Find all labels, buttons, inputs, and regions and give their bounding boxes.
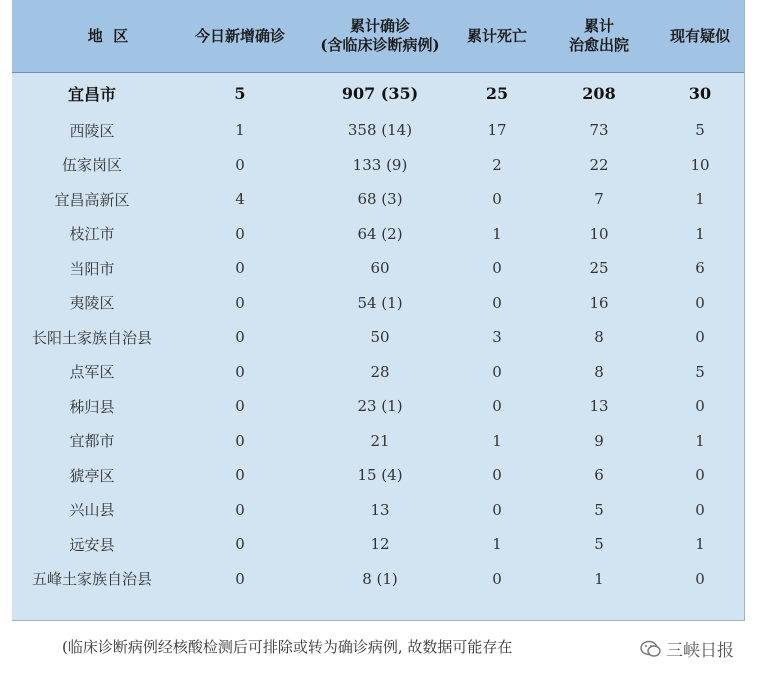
cell-suspected: 0 [695, 569, 705, 588]
cell-deaths: 25 [485, 83, 509, 103]
header-suspected-label: 现有疑似 [669, 26, 730, 45]
cell-cured: 208 [582, 83, 616, 103]
cell-today: 0 [235, 431, 245, 450]
header-suspected [656, 0, 744, 72]
cell-region: 枝江市 [69, 225, 115, 244]
cell-cured: 73 [589, 121, 609, 140]
cell-suspected: 0 [695, 500, 705, 519]
cell-today: 0 [235, 224, 245, 243]
header-cured [542, 0, 656, 72]
header-total [308, 0, 452, 72]
cell-suspected: 1 [695, 190, 705, 209]
table-row [12, 182, 744, 217]
cell-total: 12 [370, 535, 390, 554]
footnote: (临床诊断病例经核酸检测后可排除或转为确诊病例, 故数据可能存在 [62, 638, 513, 656]
cell-cured: 16 [589, 293, 609, 312]
header-total-line2: (含临床诊断病例) [320, 36, 440, 54]
cell-suspected: 30 [688, 83, 712, 103]
cell-suspected: 6 [695, 259, 705, 278]
cell-deaths: 1 [492, 224, 502, 243]
data-table [12, 0, 745, 621]
cell-region: 宜昌市 [67, 84, 116, 104]
table-row [12, 286, 744, 321]
header-today [172, 0, 308, 72]
cell-today: 0 [235, 569, 245, 588]
header-cured-line1: 累计 [583, 17, 614, 35]
table-row [12, 217, 744, 252]
cell-today: 0 [235, 397, 245, 416]
cell-total: 358 (14) [347, 121, 413, 140]
cell-region: 远安县 [69, 535, 115, 554]
cell-total: 60 [370, 259, 390, 278]
cell-suspected: 0 [695, 328, 705, 347]
table-row [12, 493, 744, 528]
cell-today: 0 [235, 259, 245, 278]
cell-region: 宜昌高新区 [54, 190, 130, 209]
cell-total: 28 [370, 362, 390, 381]
cell-region: 伍家岗区 [61, 156, 122, 175]
cell-today: 0 [235, 328, 245, 347]
table-row-total [12, 73, 744, 113]
cell-region: 猇亭区 [69, 466, 115, 485]
cell-suspected: 5 [695, 121, 705, 140]
cell-today: 0 [235, 535, 245, 554]
cell-total: 64 (2) [357, 224, 403, 243]
cell-deaths: 0 [492, 259, 502, 278]
cell-today: 0 [235, 155, 245, 174]
cell-total: 23 (1) [357, 397, 403, 416]
wechat-icon [640, 640, 662, 658]
cell-suspected: 0 [695, 397, 705, 416]
cell-deaths: 17 [487, 121, 507, 140]
cell-suspected: 0 [695, 466, 705, 485]
cell-cured: 25 [589, 259, 609, 278]
cell-suspected: 1 [695, 535, 705, 554]
table-row [12, 424, 744, 459]
cell-today: 5 [234, 83, 246, 103]
table-row [12, 251, 744, 286]
cell-region: 西陵区 [69, 121, 115, 140]
table-row [12, 562, 744, 597]
cell-today: 0 [235, 362, 245, 381]
cell-total: 133 (9) [352, 155, 408, 174]
header-cured-line2: 治愈出院 [568, 36, 629, 54]
cell-suspected: 0 [695, 293, 705, 312]
cell-cured: 6 [594, 466, 604, 485]
cell-today: 0 [235, 293, 245, 312]
cell-deaths: 2 [492, 155, 502, 174]
cell-total: 68 (3) [357, 190, 403, 209]
cell-total: 907 (35) [341, 83, 419, 103]
table-row [12, 113, 744, 148]
cell-deaths: 0 [492, 397, 502, 416]
table-row [12, 148, 744, 183]
header-region-label: 地 区 [87, 26, 129, 45]
cell-suspected: 10 [690, 155, 710, 174]
cell-cured: 8 [594, 362, 604, 381]
cell-total: 54 (1) [357, 293, 403, 312]
cell-region: 五峰土家族自治县 [31, 570, 152, 589]
watermark-text: 三峡日报 [666, 641, 734, 661]
cell-region: 点军区 [69, 363, 115, 382]
cell-suspected: 1 [695, 224, 705, 243]
cell-cured: 5 [594, 500, 604, 519]
table-header [12, 0, 744, 73]
table-row [12, 355, 744, 390]
table-row [12, 389, 744, 424]
watermark [640, 636, 734, 661]
cell-cured: 22 [589, 155, 609, 174]
cell-cured: 8 [594, 328, 604, 347]
header-today-label: 今日新增确诊 [194, 26, 285, 45]
cell-cured: 1 [594, 569, 604, 588]
cell-region: 夷陵区 [69, 294, 115, 313]
table-row [12, 458, 744, 493]
cell-cured: 5 [594, 535, 604, 554]
cell-today: 0 [235, 466, 245, 485]
cell-cured: 10 [589, 224, 609, 243]
cell-region: 兴山县 [69, 501, 115, 520]
cell-suspected: 5 [695, 362, 705, 381]
cell-cured: 9 [594, 431, 604, 450]
cell-total: 15 (4) [357, 466, 403, 485]
cell-deaths: 0 [492, 190, 502, 209]
cell-deaths: 0 [492, 500, 502, 519]
header-deaths-label: 累计死亡 [466, 26, 527, 45]
cell-today: 4 [235, 190, 245, 209]
cell-deaths: 1 [492, 535, 502, 554]
cell-cured: 7 [594, 190, 604, 209]
cell-deaths: 3 [492, 328, 502, 347]
cell-deaths: 1 [492, 431, 502, 450]
cell-region: 当阳市 [69, 259, 115, 278]
cell-total: 21 [370, 431, 390, 450]
cell-today: 1 [235, 121, 245, 140]
cell-region: 秭归县 [69, 397, 115, 416]
cell-deaths: 0 [492, 466, 502, 485]
cell-region: 宜都市 [69, 432, 115, 451]
cell-total: 50 [370, 328, 390, 347]
header-deaths [452, 0, 542, 72]
cell-deaths: 0 [492, 362, 502, 381]
cell-region: 长阳土家族自治县 [31, 328, 152, 347]
cell-total: 13 [370, 500, 390, 519]
cell-today: 0 [235, 500, 245, 519]
table-row [12, 527, 744, 562]
cell-suspected: 1 [695, 431, 705, 450]
cell-cured: 13 [589, 397, 609, 416]
cell-total: 8 (1) [362, 569, 398, 588]
header-total-line1: 累计确诊 [349, 17, 410, 35]
cell-deaths: 0 [492, 569, 502, 588]
table-row [12, 320, 744, 355]
cell-deaths: 0 [492, 293, 502, 312]
